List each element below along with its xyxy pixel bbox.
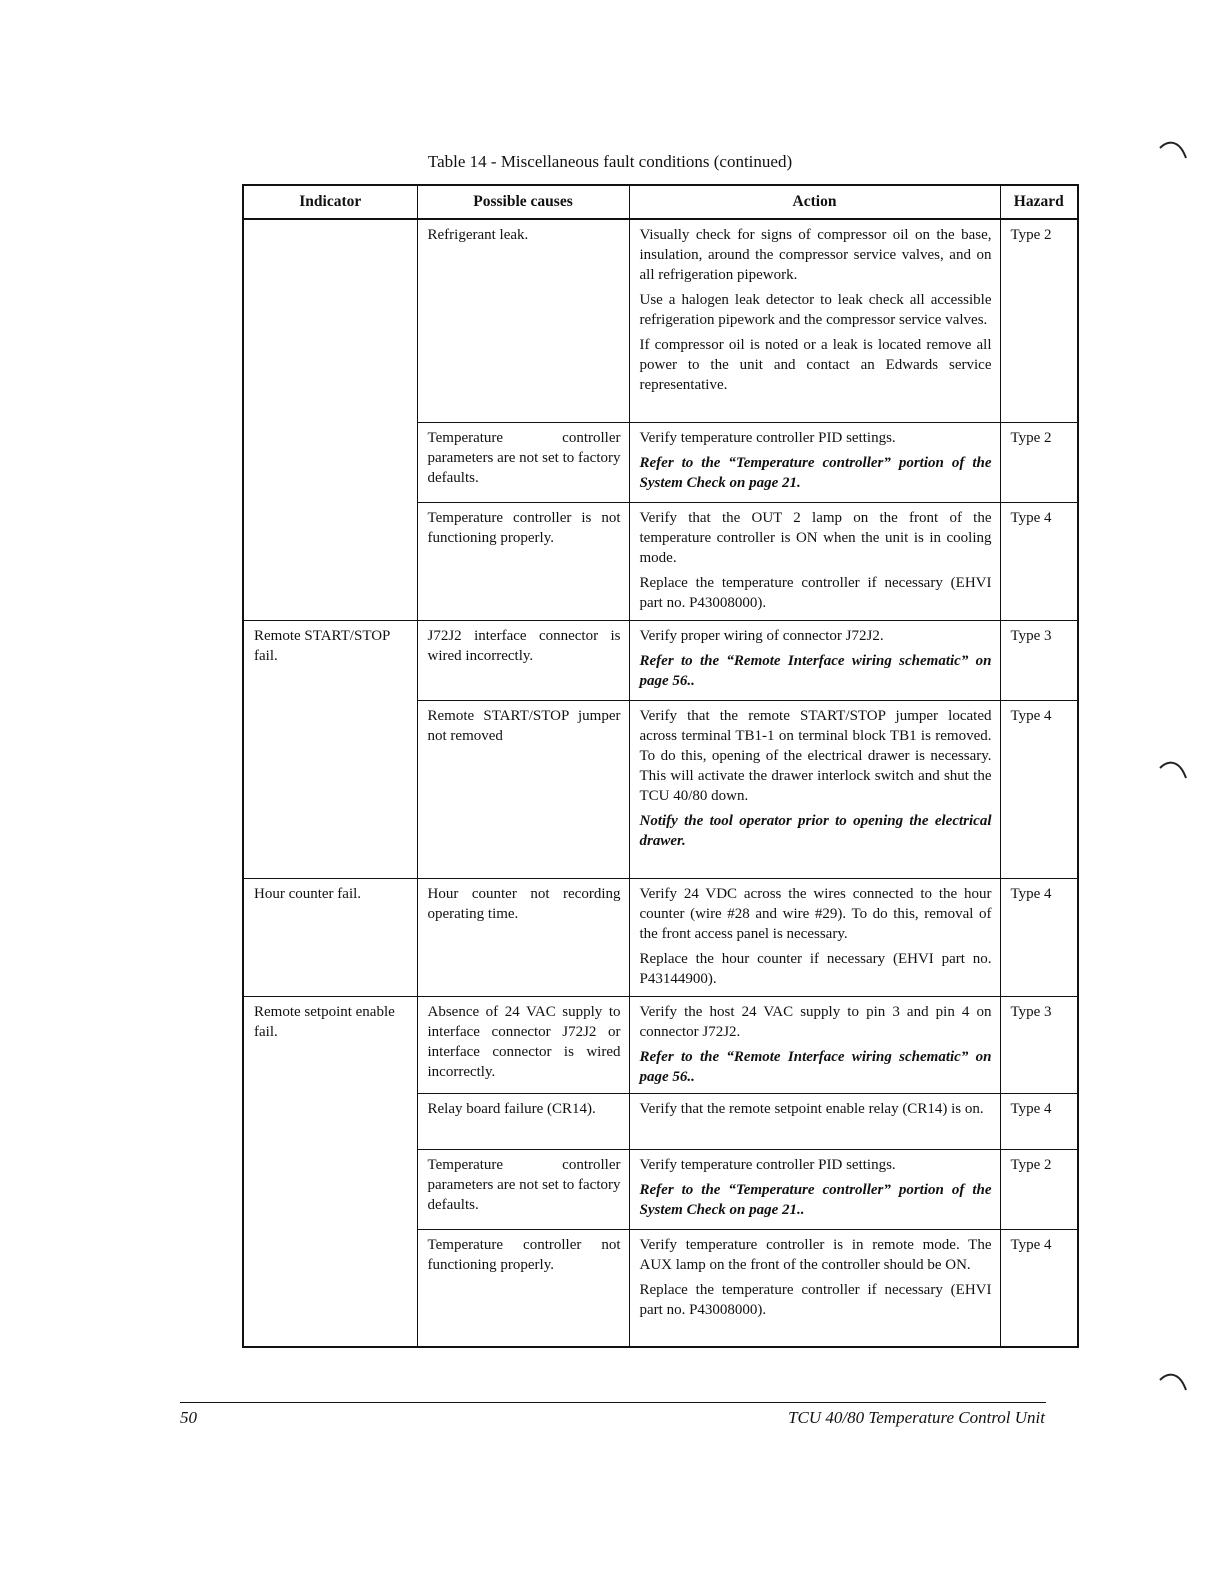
hazard-cell: Type 2: [1000, 422, 1078, 502]
table-row: [243, 700, 1078, 878]
hazard-cell: Type 2: [1000, 1149, 1078, 1229]
indicator-cell: [243, 1229, 417, 1347]
hazard-cell: Type 4: [1000, 1229, 1078, 1347]
indicator-cell: Remote setpoint enable fail.: [243, 996, 417, 1093]
hazard-cell: Type 2: [1000, 219, 1078, 422]
table-caption: Table 14 - Miscellaneous fault conditions (continued): [427, 152, 793, 171]
action-text: Verify that the OUT 2 lamp on the front of the temperature controller is ON when the unit is in cooling mode.: [639, 509, 992, 566]
cause-cell: Temperature controller parameters are not set to factory defaults.: [417, 422, 629, 502]
action-text: Replace the temperature controller if necessary (EHVI part no. P43008000).: [639, 1281, 992, 1318]
indicator-cell: Hour counter fail.: [243, 878, 417, 996]
action-text: Verify the host 24 VAC supply to pin 3 and pin 4 on connector J72J2.: [639, 1003, 992, 1040]
hazard-cell: Type 4: [1000, 878, 1078, 996]
action-cell: [629, 502, 1000, 620]
table-row: [243, 422, 1078, 502]
action-text: Verify temperature controller is in remote mode. The AUX lamp on the front of the controller should be ON.: [639, 1236, 992, 1273]
action-reference: Notify the tool operator prior to opening the electrical drawer.: [639, 812, 992, 849]
page-number: 50: [180, 1408, 197, 1427]
action-cell: [629, 422, 1000, 502]
action-reference: Refer to the “Remote Interface wiring schematic” on page 56..: [639, 1048, 992, 1085]
action-reference: Refer to the “Temperature controller” portion of the System Check on page 21..: [639, 1181, 992, 1218]
table-row: [243, 1149, 1078, 1229]
cause-cell: Hour counter not recording operating time.: [417, 878, 629, 996]
cause-cell: J72J2 interface connector is wired incorrectly.: [417, 620, 629, 700]
action-text: Replace the hour counter if necessary (EHVI part no. P43144900).: [639, 950, 992, 987]
action-text: Verify that the remote setpoint enable relay (CR14) is on.: [639, 1100, 984, 1117]
table-row: [243, 502, 1078, 620]
header-action: Action: [629, 185, 1000, 219]
hazard-cell: Type 4: [1000, 700, 1078, 878]
action-text: Verify temperature controller PID settings.: [639, 429, 896, 446]
footer-divider: [180, 1402, 1046, 1403]
action-text: Use a halogen leak detector to leak check all accessible refrigeration pipework and the compressor service valves.: [639, 292, 992, 328]
table-row: [243, 878, 1078, 996]
cause-cell: Remote START/STOP jumper not removed: [417, 700, 629, 878]
action-text: If compressor oil is noted or a leak is located remove all power to the unit and contact an Edwards service representative.: [639, 337, 992, 393]
action-cell: [629, 219, 1000, 422]
table-row: [243, 1093, 1078, 1149]
cause-cell: Temperature controller parameters are not set to factory defaults.: [417, 1149, 629, 1229]
binder-hole-mark: [1158, 760, 1188, 780]
indicator-cell: [243, 700, 417, 878]
action-cell: [629, 878, 1000, 996]
indicator-cell: [243, 1093, 417, 1149]
action-reference: Refer to the “Temperature controller” portion of the System Check on page 21.: [639, 454, 992, 491]
action-cell: [629, 1093, 1000, 1149]
hazard-cell: Type 4: [1000, 502, 1078, 620]
action-cell: [629, 1229, 1000, 1347]
table-row: [243, 219, 1078, 422]
action-text: Verify that the remote START/STOP jumper located across terminal TB1-1 on terminal block TB1 is removed. To do this, opening of the electrical drawer is necessary. This will activate the drawer interlock switch and shut the TCU 40/80 down.: [639, 707, 992, 804]
indicator-cell: [243, 219, 417, 422]
action-text: Verify temperature controller PID settings.: [639, 1156, 896, 1173]
action-text: Replace the temperature controller if necessary (EHVI part no. P43008000).: [639, 574, 992, 611]
cause-cell: Relay board failure (CR14).: [417, 1093, 629, 1149]
action-text: Verify proper wiring of connector J72J2.: [639, 627, 884, 644]
action-cell: [629, 1149, 1000, 1229]
header-hazard: Hazard: [1000, 185, 1078, 219]
table-row: [243, 620, 1078, 700]
table-row: [243, 996, 1078, 1093]
action-cell: [629, 620, 1000, 700]
action-reference: Refer to the “Remote Interface wiring schematic” on page 56..: [639, 652, 992, 689]
action-text: Verify 24 VDC across the wires connected to the hour counter (wire #28 and wire #29). To do this, removal of the front access panel is necessary.: [639, 885, 992, 942]
action-text: Visually check for signs of compressor oil on the base, insulation, around the compressor service valves, and on all refrigeration pipework.: [639, 227, 992, 283]
indicator-cell: [243, 502, 417, 620]
indicator-cell: [243, 422, 417, 502]
hazard-cell: Type 4: [1000, 1093, 1078, 1149]
header-indicator: Indicator: [243, 185, 417, 219]
fault-conditions-table: [242, 184, 1079, 1348]
binder-hole-mark: [1158, 1372, 1188, 1392]
document-title: TCU 40/80 Temperature Control Unit: [788, 1408, 1045, 1427]
hazard-cell: Type 3: [1000, 620, 1078, 700]
cause-cell: Temperature controller not functioning properly.: [417, 1229, 629, 1347]
cause-cell: Temperature controller is not functioning properly.: [417, 502, 629, 620]
action-cell: [629, 700, 1000, 878]
header-possible-causes: Possible causes: [417, 185, 629, 219]
hazard-cell: Type 3: [1000, 996, 1078, 1093]
cause-cell: Refrigerant leak.: [417, 219, 629, 422]
indicator-cell: [243, 1149, 417, 1229]
table-row: [243, 1229, 1078, 1347]
indicator-cell: Remote START/STOP fail.: [243, 620, 417, 700]
table-header-row: [243, 185, 1078, 219]
binder-hole-mark: [1158, 140, 1188, 160]
cause-cell: Absence of 24 VAC supply to interface connector J72J2 or interface connector is wired incorrectly.: [417, 996, 629, 1093]
action-cell: [629, 996, 1000, 1093]
